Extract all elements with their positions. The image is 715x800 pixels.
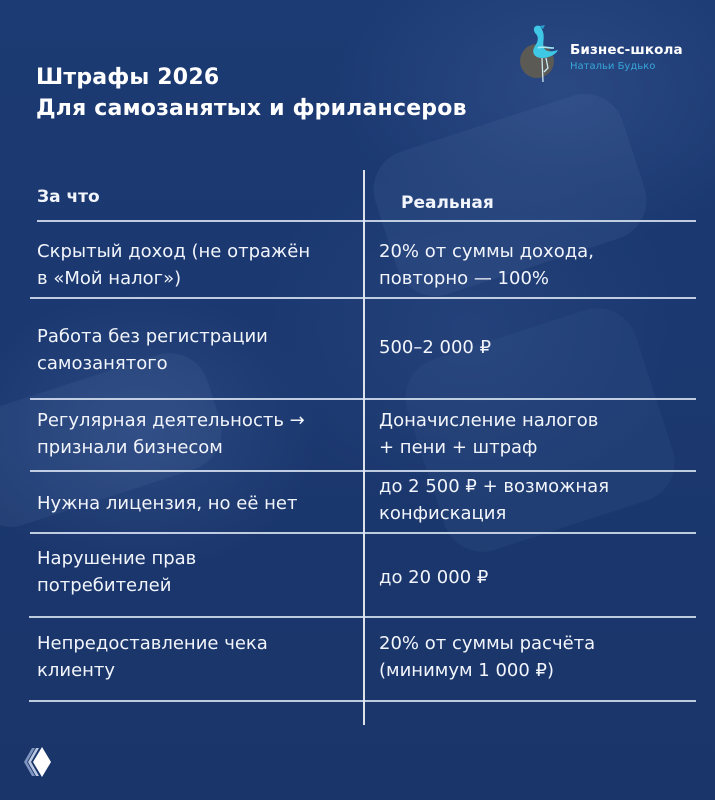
table-row-4-penalty: до 2 500 ₽ + возможная конфискация (379, 476, 610, 524)
table-row-3-penalty: Доначисление налогов + пени + штраф (379, 410, 599, 458)
row-divider (29, 616, 696, 618)
table-row-5-penalty: до 20 000 ₽ (379, 567, 489, 588)
table-row-2-reason: Работа без регистрации самозанятого (37, 326, 268, 374)
brand-subtitle: Натальи Будько (570, 61, 656, 72)
penalties-table (29, 170, 696, 725)
row-divider (30, 297, 696, 299)
brand-logo (520, 22, 710, 84)
carousel-next-icon[interactable] (22, 745, 54, 779)
table-row-2-penalty: 500–2 000 ₽ (379, 337, 492, 358)
row-divider (30, 398, 696, 400)
row-divider (30, 470, 696, 472)
table-row-6-penalty: 20% от суммы расчёта (минимум 1 000 ₽) (379, 633, 596, 681)
column-header-penalty: Реальная (401, 193, 494, 213)
title-line-2: Для самозанятых и фрилансеров (36, 96, 467, 121)
brand-name: Бизнес-школа (570, 42, 683, 58)
row-divider (30, 532, 696, 534)
table-row-3-reason: Регулярная деятельность → признали бизнесом (37, 410, 305, 458)
row-divider (29, 700, 696, 702)
table-row-1-reason: Скрытый доход (не отражён в «Мой налог») (37, 241, 311, 289)
table-row-4-reason: Нужна лицензия, но её нет (37, 493, 298, 514)
table-row-5-reason: Нарушение прав потребителей (37, 548, 197, 596)
table-row-1-penalty: 20% от суммы дохода, повторно — 100% (379, 241, 594, 289)
header-divider (37, 220, 696, 222)
page-title (36, 62, 467, 124)
flamingo-logo-icon (526, 22, 562, 84)
column-header-reason: За что (37, 187, 100, 207)
table-row-6-reason: Непредоставление чека клиенту (37, 633, 268, 681)
column-divider (363, 170, 365, 725)
title-line-1: Штрафы 2026 (36, 65, 220, 90)
